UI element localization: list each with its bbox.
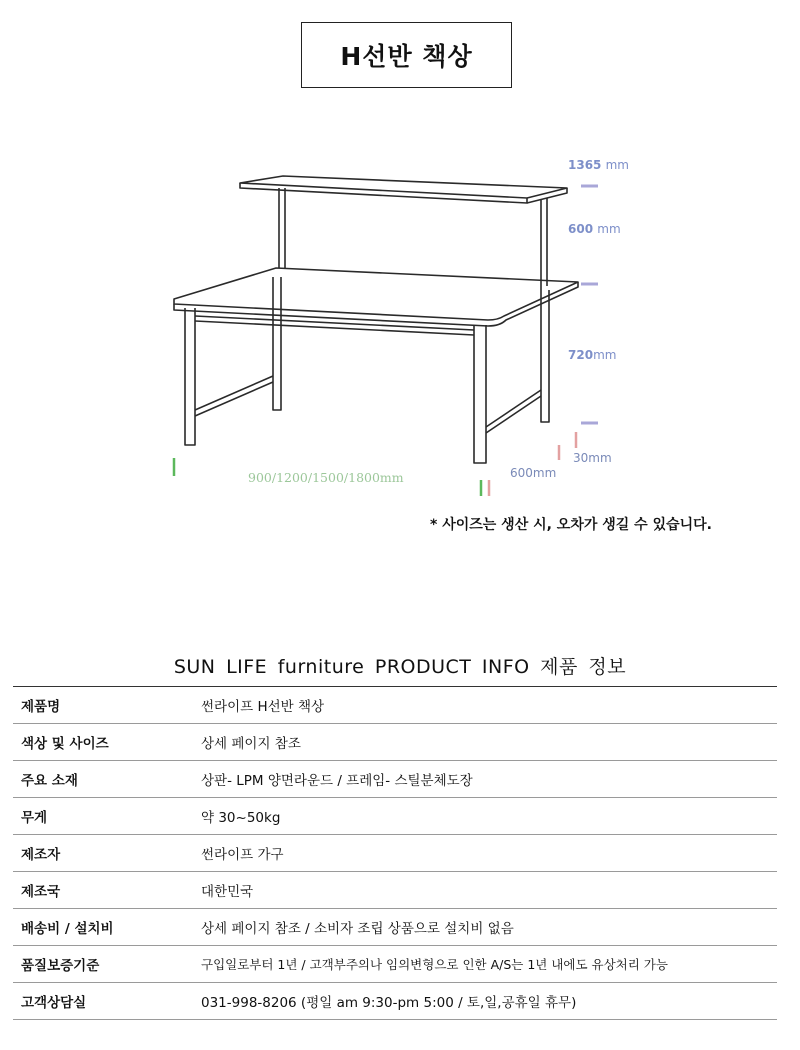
product-info-table	[13, 686, 777, 1020]
product-info-header: SUN LIFE furniture PRODUCT INFO 제품 정보	[173, 656, 627, 678]
info-value: 상세 페이지 참조	[201, 736, 301, 752]
info-label: 무게	[21, 810, 48, 826]
info-row-shipping	[13, 909, 777, 946]
info-value: 약 30~50kg	[201, 810, 281, 826]
info-row-warranty	[13, 946, 777, 983]
info-row-customer-service	[13, 983, 777, 1020]
info-row-manufacturer	[13, 835, 777, 872]
desk-drawing	[0, 140, 800, 510]
size-tolerance-notice: * 사이즈는 생산 시, 오차가 생길 수 있습니다.	[430, 517, 712, 533]
info-row-country	[13, 872, 777, 909]
info-label: 색상 및 사이즈	[21, 736, 109, 752]
info-label: 품질보증기준	[21, 958, 100, 974]
info-row-weight	[13, 798, 777, 835]
info-label: 제품명	[21, 699, 61, 715]
product-title: H선반 책상	[301, 22, 512, 88]
info-value: 구입일로부터 1년 / 고객부주의나 임의변형으로 인한 A/S는 1년 내에도 유상처리 가능	[201, 957, 668, 972]
info-value: 썬라이프 가구	[201, 847, 284, 863]
info-row-product-name	[13, 687, 777, 724]
depth-label: 600mm	[510, 466, 557, 480]
info-label: 제조국	[21, 884, 61, 900]
info-row-color-size	[13, 724, 777, 761]
info-label: 제조자	[21, 847, 61, 863]
info-value: 상판- LPM 양면라운드 / 프레임- 스틸분체도장	[201, 773, 473, 789]
width-options-label: 900/1200/1500/1800mm	[248, 470, 404, 485]
info-row-material	[13, 761, 777, 798]
info-label: 고객상담실	[21, 995, 87, 1011]
info-value: 031-998-8206 (평일 am 9:30-pm 5:00 / 토,일,공휴일 휴무)	[201, 995, 577, 1011]
info-value: 대한민국	[201, 884, 254, 900]
info-value: 상세 페이지 참조 / 소비자 조립 상품으로 설치비 없음	[201, 921, 514, 937]
info-value: 썬라이프 H선반 책상	[201, 699, 325, 715]
info-label: 주요 소재	[21, 773, 78, 789]
desk-height-label: 720mm	[568, 348, 617, 362]
info-label: 배송비 / 설치비	[21, 921, 114, 937]
thickness-label: 30mm	[573, 451, 612, 465]
shelf-height-label: 600 mm	[568, 222, 621, 236]
total-height-label: 1365 mm	[568, 158, 629, 172]
desk-illustration	[0, 140, 800, 510]
